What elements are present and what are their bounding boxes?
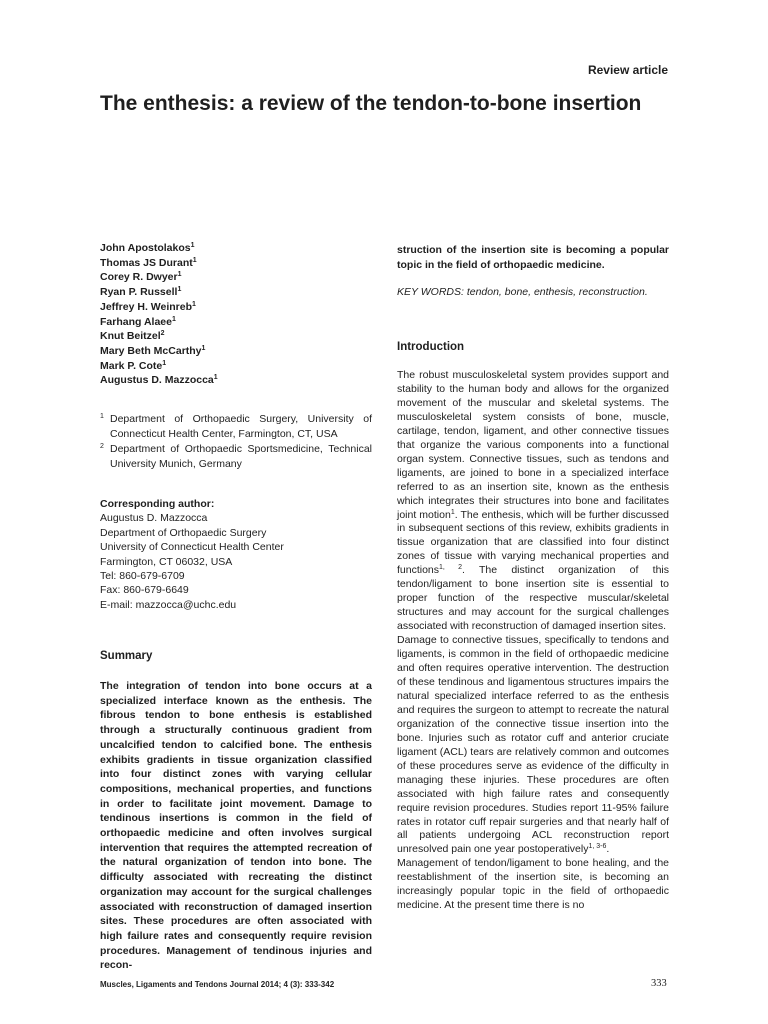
corresponding-line: Augustus D. Mazzocca <box>100 512 208 525</box>
author: Corey R. Dwyer$^1$ <box>100 271 182 284</box>
author: Thomas JS Durant$^1$ <box>100 256 197 269</box>
corresponding-line: Department of Orthopaedic Surgery <box>100 526 267 539</box>
author: John Apostolakos$^1$ <box>100 242 195 254</box>
author: Knut Beitzel$^2$ <box>100 330 165 343</box>
affiliation: 1 Department of Orthopaedic Surgery, University of Connecticut Health Center, Farmington, CT, USA <box>100 413 372 440</box>
author: Ryan P. Russell$^1$ <box>100 286 182 299</box>
corresponding-heading: Corresponding author: <box>100 498 215 510</box>
summary-continuation: struction of the insertion site is becoming a popular topic in the field of orthopaedic medicine. <box>397 244 669 271</box>
corresponding-line: Tel: 860-679-6709 <box>100 570 185 583</box>
affiliations <box>100 412 372 472</box>
paragraph: Damage to connective tissues, specifically to tendons and ligaments, is common in the field of orthopaedic medicine and often requires operative intervention. The destruction of these tendinous and ligamentous structures impairs the natural specialized interface referred to as the enthesis and requires the surgeon to attempt to recreate the natural organization of the connective tissue insertion into the bone. Injuries such as rotator cuff and anterior cruciate ligament (ACL) tears are relatively common and outcomes of these procedures serve as evidence of the difficulty in managing these injuries. These procedures are often associated with high failure rates and consequently require revision procedures. Studies report 11-95% failure rates in rotator cuff repair surgeries and that nearly half of all patients undergoing ACL reconstruction report unresolved pain one year postoperatively$^{1, 3-6}$. <box>397 634 670 856</box>
author: Mary Beth McCarthy$^1$ <box>100 344 206 357</box>
journal-footer: Muscles, Ligaments and Tendons Journal 2014; 4 (3): 333-342 <box>100 980 335 989</box>
author: Farhang Alaee$^1$ <box>100 315 176 328</box>
author: Jeffrey H. Weinreb$^1$ <box>100 300 196 313</box>
summary-text: The integration of tendon into bone occurs at a specialized interface known as the enthesis. The fibrous tendon to bone enthesis is established through a structurally continuous gradient from uncalcified tendon to calcified bone. The enthesis exhibits gradients in tissue organization classified into four distinct zones with varying cellular compositions, mechanical properties, and functions in order to facilitate joint movement. Damage to tendinous insertions is common in the field of orthopaedic medicine and often involves surgical intervention that requires the attempted recreation of the natural organization of tendon into bone. The difficulty associated with recreating the distinct organization may account for the surgical challenges associated with reconstruction of damaged insertion sites. These procedures are often associated with high failure rates and consequently require revision procedures. Management of tendinous injuries and recon- <box>100 680 372 972</box>
corresponding-author <box>100 497 372 612</box>
introduction-body <box>397 369 669 913</box>
paragraph: Management of tendon/ligament to bone healing, and the reestablishment of the insertion site, is becoming an increasingly popular topic in the field of orthopaedic medicine. At the present time there is no <box>397 857 669 912</box>
keywords: KEY WORDS: tendon, bone, enthesis, reconstruction. <box>397 286 648 298</box>
corresponding-email: E-mail: mazzocca@uchc.edu <box>100 598 237 611</box>
summary-heading: Summary <box>100 650 153 662</box>
article-title: The enthesis: a review of the tendon-to-bone insertion <box>100 92 642 115</box>
affiliation: 2 Department of Orthopaedic Sportsmedicine, Technical University Munich, Germany <box>100 443 372 470</box>
author: Mark P. Cote$^1$ <box>100 359 167 372</box>
author: Augustus D. Mazzocca$^1$ <box>100 374 218 387</box>
corresponding-line: University of Connecticut Health Center <box>100 541 284 554</box>
author-list <box>100 241 380 388</box>
page-number: 333 <box>651 978 667 989</box>
article-type-label: Review article <box>587 63 668 77</box>
introduction-heading: Introduction <box>397 341 465 353</box>
paragraph: The robust musculoskeletal system provides support and stability to the human body and allows for the organized movement of the muscular and skeletal systems. The musculoskeletal system consists of bone, muscle, cartilage, tendon, ligament, and other connective tissues that organize the various components into a functional organ system. Connective tissues, such as tendons and ligaments, are joined to bone in a specialized interface referred to as an insertion site, known as the enthesis which integrates their structures into bone and facilitates joint motion$^1$. The enthesis, which will be further discussed in subsequent sections of this review, exhibits gradients in tissue organization that are classified into four distinct zones of tissue with varying mechanical properties and functions$^{1, 2}$. The distinct organization of this tendon/ligament to bone insertion site is essential to proper function of the respective muscular/skeletal structures and may account for the surgical challenges associated with reconstruction of damaged insertion sites. <box>397 369 669 633</box>
corresponding-line: Fax: 860-679-6649 <box>100 584 189 597</box>
corresponding-line: Farmington, CT 06032, USA <box>100 555 233 568</box>
